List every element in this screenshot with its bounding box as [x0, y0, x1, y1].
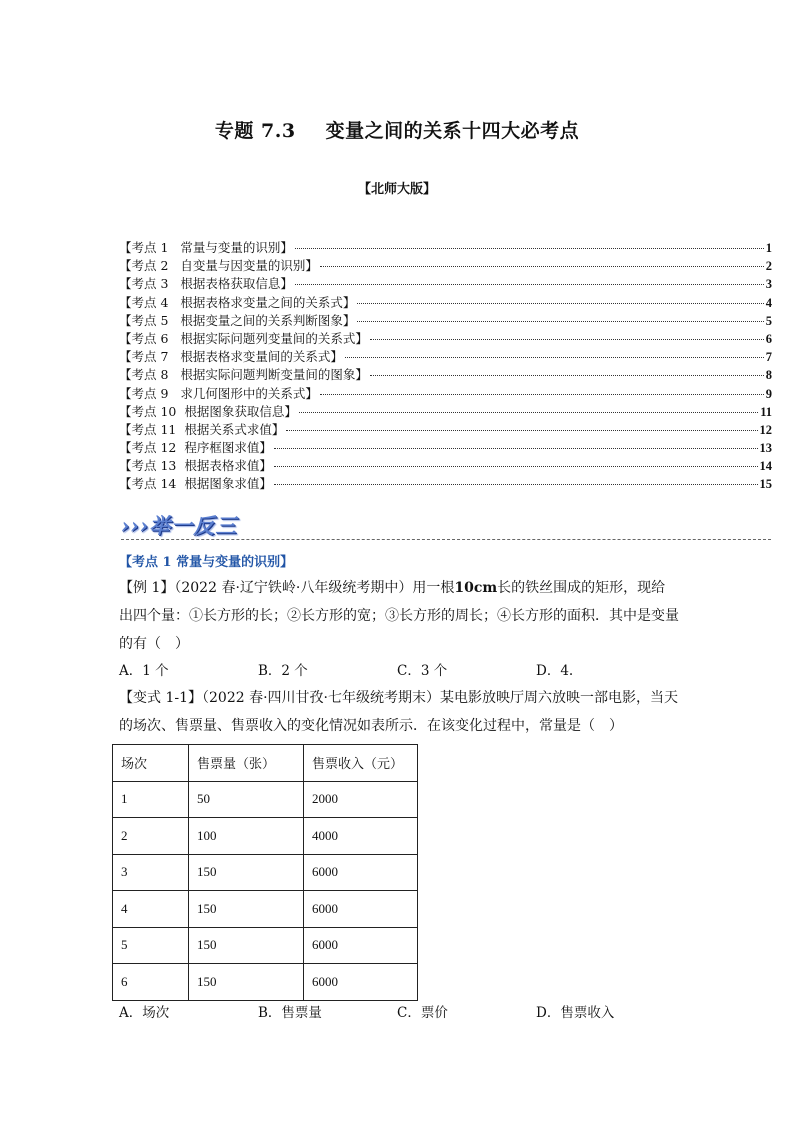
table-row [113, 818, 418, 855]
table-row [113, 781, 418, 818]
banner-label: 举一反三 [149, 513, 238, 538]
choice-c[interactable]: C．票价 [397, 1005, 448, 1021]
toc-leader [295, 284, 764, 285]
example-1-lead: 【例 1】 [119, 580, 175, 596]
table-cell: 6 [113, 964, 189, 1001]
toc-leader [370, 339, 764, 340]
section-banner [121, 510, 771, 540]
table-cell: 6000 [304, 854, 418, 891]
choice-d[interactable]: D．4. [536, 663, 574, 679]
example-1-highlight: 10cm [454, 580, 498, 596]
toc-label: 【考点 10 根据图象获取信息】 [119, 403, 297, 419]
toc-item[interactable] [119, 312, 772, 330]
table-cell: 6000 [304, 891, 418, 928]
toc-label: 【考点 2 自变量与因变量的识别】 [119, 258, 318, 274]
example-1-choices [119, 660, 719, 682]
toc-leader [274, 466, 758, 467]
toc-item[interactable] [119, 457, 772, 475]
toc-page: 15 [759, 477, 772, 492]
ticket-sales-table [112, 744, 418, 1001]
toc-page: 4 [765, 295, 772, 310]
table-cell: 4000 [304, 818, 418, 855]
table-cell: 4 [113, 891, 189, 928]
toc-item[interactable] [119, 385, 772, 403]
toc-label: 【考点 7 根据表格求变量间的关系式】 [119, 349, 343, 365]
banner-divider [121, 539, 771, 540]
variant-1-1-question [119, 684, 679, 740]
toc-leader [345, 357, 764, 358]
toc-page: 8 [765, 368, 772, 383]
toc-item[interactable] [119, 239, 772, 257]
choice-a[interactable]: A．1 个 [119, 663, 169, 679]
toc-page: 3 [765, 277, 772, 292]
toc-label: 【考点 3 根据表格获取信息】 [119, 276, 293, 292]
topic-heading: 【考点 1 常量与变量的识别】 [119, 555, 294, 570]
toc-item[interactable] [119, 257, 772, 275]
toc-leader [320, 394, 764, 395]
toc-label: 【考点 4 根据表格求变量之间的关系式】 [119, 294, 356, 310]
table-cell: 150 [189, 854, 304, 891]
toc-leader [295, 248, 764, 249]
toc-leader [274, 448, 758, 449]
toc-page: 12 [759, 422, 772, 437]
toc-item[interactable] [119, 403, 772, 421]
toc-page: 6 [765, 331, 772, 346]
title-text: 变量之间的关系十四大必考点 [325, 120, 580, 142]
toc-leader [320, 266, 764, 267]
header-cell: 售票量（张） [189, 745, 304, 782]
table-row [113, 927, 418, 964]
toc-leader [286, 430, 757, 431]
toc-leader [357, 303, 763, 304]
toc-item[interactable] [119, 330, 772, 348]
toc-leader [299, 412, 758, 413]
toc-item[interactable] [119, 439, 772, 457]
toc-page: 2 [765, 259, 772, 274]
title-number: 专题 7.3 [214, 120, 296, 142]
table-row [113, 964, 418, 1001]
toc-item[interactable] [119, 294, 772, 312]
table-cell: 150 [189, 927, 304, 964]
toc-label: 【考点 14 根据图象求值】 [119, 476, 272, 492]
variant-1-1-lead: 【变式 1-1】 [119, 690, 202, 706]
table-cell: 6000 [304, 964, 418, 1001]
example-1-question [119, 574, 679, 658]
toc-page: 7 [765, 350, 772, 365]
table-of-contents [119, 239, 772, 494]
toc-page: 9 [765, 386, 772, 401]
toc-label: 【考点 9 求几何图形中的关系式】 [119, 385, 318, 401]
page-title [0, 116, 794, 143]
toc-item[interactable] [119, 366, 772, 384]
table-cell: 150 [189, 964, 304, 1001]
toc-label: 【考点 8 根据实际问题判断变量间的图象】 [119, 367, 368, 383]
table-row [113, 854, 418, 891]
header-cell: 售票收入（元） [304, 745, 418, 782]
toc-label: 【考点 13 根据表格求值】 [119, 458, 272, 474]
table-header-row [113, 745, 418, 782]
edition-label: 【北师大版】 [357, 182, 436, 197]
banner-title: ›››举一反三 [121, 513, 238, 538]
table-cell: 3 [113, 854, 189, 891]
choice-d[interactable]: D．售票收入 [536, 1005, 615, 1021]
toc-leader [357, 321, 763, 322]
toc-item[interactable] [119, 275, 772, 293]
toc-page: 14 [759, 459, 772, 474]
table-cell: 1 [113, 781, 189, 818]
toc-leader [274, 484, 758, 485]
toc-label: 【考点 11 根据关系式求值】 [119, 421, 285, 437]
choice-b[interactable]: B．售票量 [258, 1005, 322, 1021]
variant-1-1-choices [119, 1002, 719, 1024]
toc-label: 【考点 12 程序框图求值】 [119, 440, 272, 456]
toc-label: 【考点 1 常量与变量的识别】 [119, 240, 293, 255]
table-cell: 150 [189, 891, 304, 928]
table-cell: 100 [189, 818, 304, 855]
toc-page: 11 [760, 404, 772, 419]
example-1-rest: 长的铁丝围成的矩形，现给出四个量：①长方形的长；②长方形的宽；③长方形的周长；④长方形的面积．其中是变量的有（ ） [119, 580, 679, 652]
table-cell: 2 [113, 818, 189, 855]
toc-page: 1 [765, 241, 772, 255]
choice-c[interactable]: C．3 个 [397, 663, 448, 679]
choice-b[interactable]: B．2 个 [258, 663, 308, 679]
choice-a[interactable]: A．场次 [119, 1005, 170, 1021]
toc-label: 【考点 6 根据实际问题列变量间的关系式】 [119, 330, 368, 346]
toc-item[interactable] [119, 348, 772, 366]
toc-leader [370, 375, 764, 376]
table-cell: 50 [189, 781, 304, 818]
toc-page: 13 [759, 441, 772, 456]
toc-label: 【考点 5 根据变量之间的关系判断图象】 [119, 312, 356, 328]
table-cell: 5 [113, 927, 189, 964]
table-row [113, 891, 418, 928]
table-cell: 2000 [304, 781, 418, 818]
toc-item[interactable] [119, 475, 772, 493]
variant-1-1-text: （2022 春·四川甘孜·七年级统考期末）某电影放映厅周六放映一部电影，当天的场次、售票量、售票收入的变化情况如表所示．在该变化过程中，常量是（ ） [119, 690, 678, 734]
table-cell: 6000 [304, 927, 418, 964]
header-cell: 场次 [113, 745, 189, 782]
toc-item[interactable] [119, 421, 772, 439]
toc-page: 5 [765, 313, 772, 328]
example-1-text: （2022 春·辽宁铁岭·八年级统考期中）用一根 [174, 580, 455, 596]
